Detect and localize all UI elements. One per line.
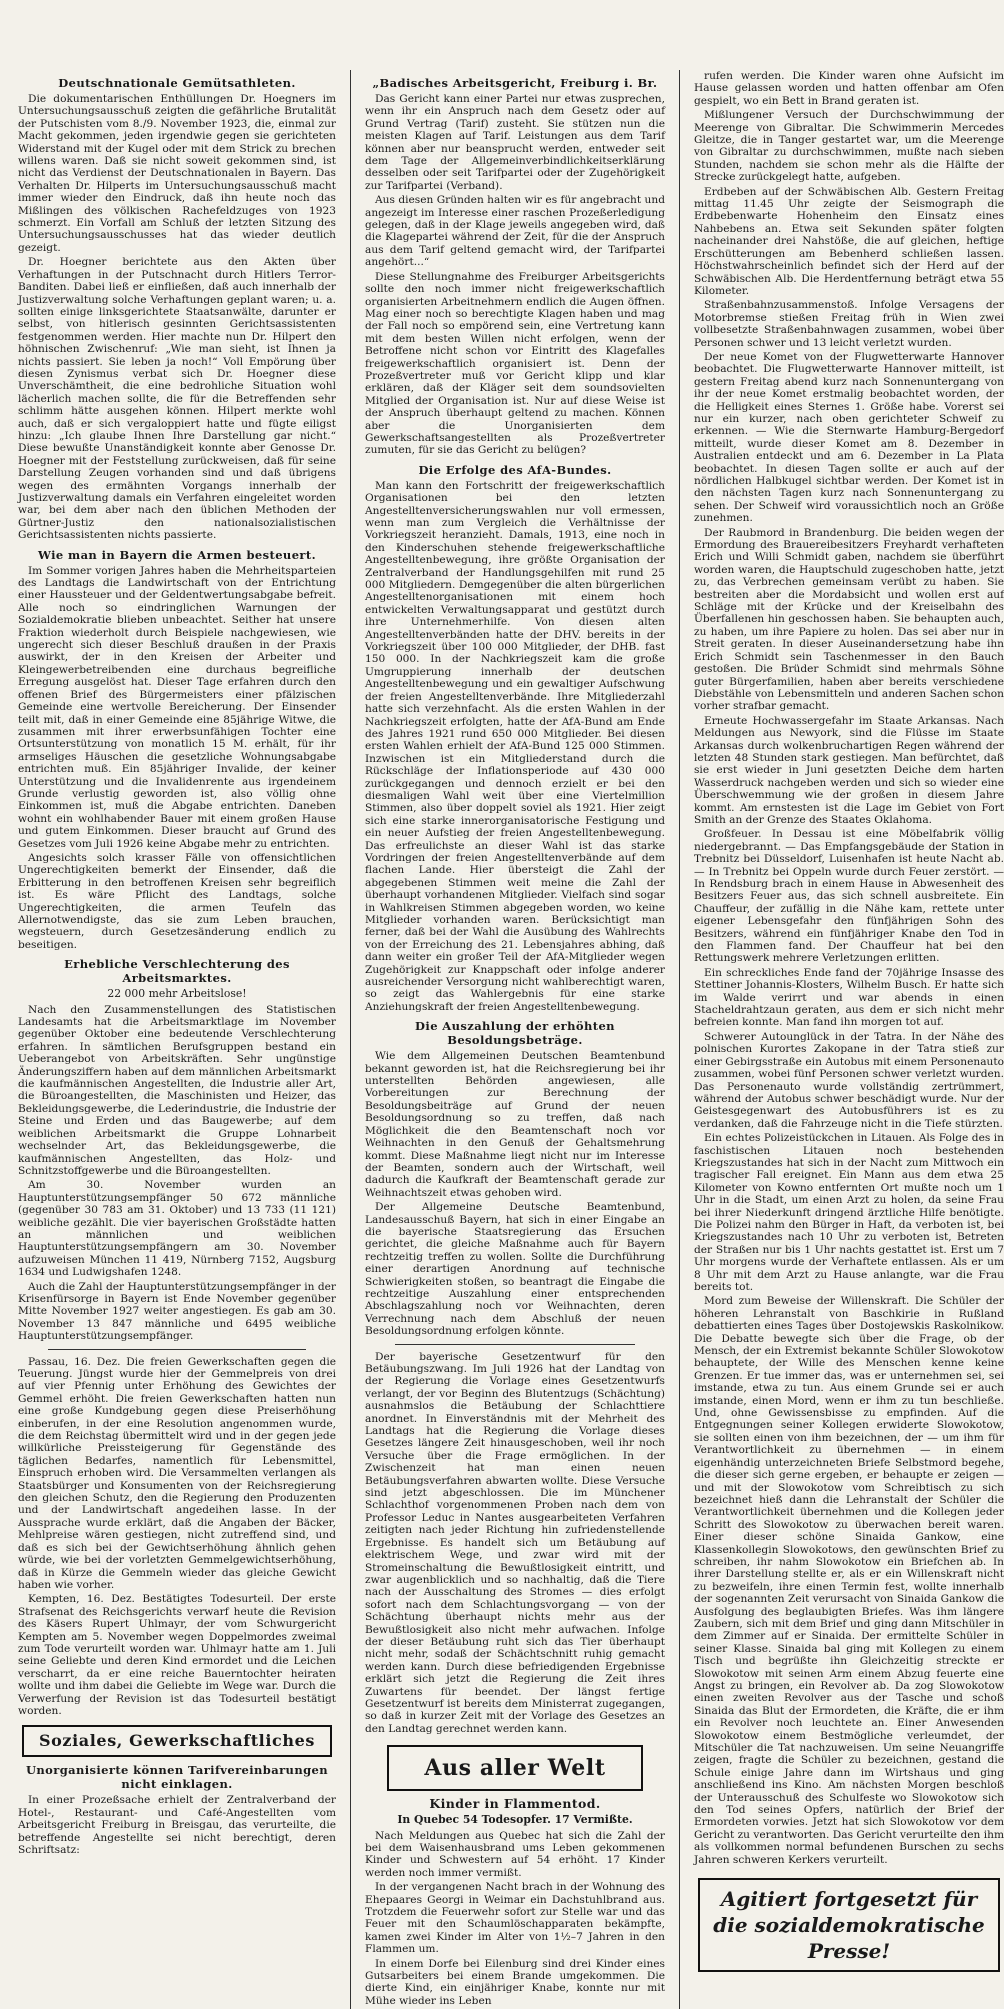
article-paragraph: Der Raubmord in Brandenburg. Die beiden wegen der Ermordung des Brauereibesitzers Freyhardt verhafteten Erich und Willi Schmidt gaben, nachdem sie überführt worden waren, die Hauptschuld zugeschoben hatte, jetzt zu, das Verbrechen gemeinsam verübt zu haben. Sie bestreiten aber die Mordabsicht und wollen erst auf Schläge mit der Krücke und der Kreiselbahn des Überfallenen hin geschossen haben. Sie behaupten auch, zu haben, um ihre Papiere zu holen. Das sei aber nur in Streit geraten. In dieser Auseinandersetzung habe ihn Erich Schmidt sein Taschenmesser in den Bauch gestoßen. Die Brüder Schmidt sind mehrmals Söhne guter Bürgerfamilien, haben aber bereits verschiedene Diebstähle von Lebensmitteln und anderen Sachen schon vorher strafbar gemacht. xyxy=(694,526,1004,713)
article-subheadline: 22 000 mehr Arbeitslose! xyxy=(107,987,247,1001)
section-heading-box: Soziales, Gewerkschaftliches xyxy=(22,1725,332,1757)
article-paragraph: Schwerer Autounglück in der Tatra. In der Nähe des polnischen Kurortes Zakopane in der Tatra stieß zur einer Gebirgsstraße ein Autobus mit einem Personenauto zusammen, wobei fünf Personen schwer verletzt wurden. Das Personenauto wurde vollständig zertrümmert, während der Autobus schwer beschädigt wurde. Nur der Geistesgegenwart des Autobusführers ist es zu verdanken, daß die Fahrzeuge nicht in die Tiefe stürzten. xyxy=(694,1030,1004,1130)
article-headline: Deutschnationale Gemütsathleten. xyxy=(58,76,296,90)
article-paragraph: Der neue Komet von der Flugwetterwarte Hannover beobachtet. Die Flugwetterwarte Hannover mitteilt, ist gestern Freitag abend kurz nach Sonnenuntergang von ihr der neue Komet erstmalig beobachtet worden, der die Helligkeit eines Sternes 1. Größe habe. Vorerst sei nur ein kurzer, nach oben gerichteter Schweif zu erkennen. — Wie die Sternwarte Hamburg-Bergedorf mitteilt, wurde dieser Komet am 8. Dezember in Australien entdeckt und am 6. Dezember in La Plata beobachtet. In diesen Tagen sollte er auch auf der nördlichen Halbkugel sichtbar werden. Der Komet ist in den nächsten Tagen kurz nach Sonnenuntergang zu sehen. Der Schweif wird voraussichtlich noch an Größe zunehmen. xyxy=(694,350,1004,525)
column-2 xyxy=(365,70,665,2009)
article-paragraph: In einer Prozeßsache erhielt der Zentralverband der Hotel-, Restaurant- und Café-Angestellten vom Arbeitsgericht Freiburg in Breisgau, das verurteilte, die betreffende Angestellte sei nicht berechtigt, deren Schriftsatz: xyxy=(18,1794,336,1856)
article-paragraph: In der vergangenen Nacht brach in der Wohnung des Ehepaares Georgi in Weimar ein Dachstuhlbrand aus. Trotzdem die Feuerwehr sofort zur Stelle war und das Feuer mit den Schaumlöschapparaten bekämpfte, kamen zwei Kinder im Alter von 1½–7 Jahren in den Flammen um. xyxy=(365,1881,665,1956)
article-paragraph: Großfeuer. In Dessau ist eine Möbelfabrik völlig niedergebrannt. — Das Empfangsgebäude der Station in Trebnitz bei Düsseldorf, Luisenhafen ist heute Nacht ab. — In Trebnitz bei Oppeln wurde durch Feuer zerstört. — In Rendsburg brach in einem Hause in Abwesenheit des Besitzers Feuer aus, das sich schnell ausbreitete. Ein Chauffeur, der zufällig in die Nähe kam, rettete unter eigener Lebensgefahr den fünfjährigen Sohn des Besitzers, während ein fünfjähriger Knabe den Tod in den Flammen fand. Der Chauffeur hat bei den Rettungswerk mehrere Verletzungen erlitten. xyxy=(694,828,1004,965)
article-paragraph: Im Sommer vorigen Jahres haben die Mehrheitsparteien des Landtags die Landwirtschaft von der Entrichtung einer Haussteuer und der Geldentwertungsabgabe befreit. Alle noch so eindringlichen Warnungen der Sozialdemokratie blieben unbeachtet. Seither hat unsere Fraktion wiederholt durch Beispiele nachgewiesen, wie ungerecht sich dieser Beschluß draußen in der Praxis auswirkt, der in den Kreisen der Arbeiter und Kleingewerbetreibenden eine durchaus begreifliche Erregung ausgelöst hat. Dieser Tage erfahren durch den offenen Brief des Bürgermeisters einer pfälzischen Gemeinde eine wertvolle Bereicherung. Der Einsender teilt mit, daß in einer Gemeinde eine 85jährige Witwe, die zusammen mit ihrer erwerbsunfähigen Tochter eine Ortsunterstützung von monatlich 15 M. erhält, für ihr armseliges Häuschen die gesetzliche Wohnungsabgabe entrichten muß. Ein 85jähriger Invalide, der keiner Unterstützung und die Invalidenrente aus irgendeinem Grunde verlustig geworden ist, also völlig ohne Einkommen ist, muß die Abgabe entrichten. Daneben wohnt ein wohlhabender Bauer mit einem großen Hause und gutem Einkommen. Dieser braucht auf Grund des Gesetzes vom Juli 1926 keine Abgabe mehr zu entrichten. xyxy=(18,564,336,850)
article-paragraph: In einem Dorfe bei Eilenburg sind drei Kinder eines Gutsarbeiters bei einem Brande umgekommen. Die dierte Kind, ein einjähriger Knabe, konnte nur mit Mühe wieder ins Leben xyxy=(365,1957,665,2007)
article-paragraph: Aus diesen Gründen halten wir es für angebracht und angezeigt im Interesse einer raschen Prozeßerledigung gelegen, daß in der Klage jeweils angegeben wird, daß die Klagepartei während der Zeit, für die der Anspruch aus dem Tarif geltend gemacht wird, der Tarifpartei angehört...“ xyxy=(365,194,665,269)
divider xyxy=(48,1349,306,1350)
article-paragraph: Angesichts solch krasser Fälle von offensichtlichen Ungerechtigkeiten bemerkt der Einsender, daß die Erbitterung in den betroffenen Kreisen sehr begreiflich ist. Es wäre Pflicht des Landtags, solche Ungerechtigkeiten, die armen Teufeln das Allernotwendigste, das sie zum Leben brauchen, wegsteuern, durch Gesetzesänderung endlich zu beseitigen. xyxy=(18,851,336,951)
article-paragraph: Wie dem Allgemeinen Deutschen Beamtenbund bekannt geworden ist, hat die Reichsregierung bei ihr unterstellten Behörden angewiesen, alle Vorbereitungen zur Berechnung der Besoldungsbeiträge auf Grund der neuen Besoldungsordnung so zu treffen, daß nach Möglichkeit die den Beamtenschaft noch vor Weihnachten in den Genuß der Gehaltsmehrung kommt. Diese Maßnahme liegt nicht nur im Interesse der Beamten, sondern auch der Wirtschaft, weil dadurch die Kaufkraft der Beamtenschaft gerade zur Weihnachtszeit etwas gehoben wird. xyxy=(365,1050,665,1199)
article-paragraph: Auch die Zahl der Hauptunterstützungsempfänger in der Krisenfürsorge in Bayern ist Ende November gegenüber Mitte November 1927 weiter angestiegen. Es gab am 30. November 13 847 männliche und 6495 weibliche Hauptunterstützungsempfänger. xyxy=(18,1280,336,1343)
article-paragraph: Straßenbahnzusammenstoß. Infolge Versagens der Motorbremse stießen Freitag früh in Wien zwei vollbesetzte Straßenbahnwagen zusammen, wobei über Personen schwer und 13 leicht verletzt wurden. xyxy=(694,299,1004,349)
divider xyxy=(395,1344,635,1345)
article-paragraph: rufen werden. Die Kinder waren ohne Aufsicht im Hause gelassen worden und hatten offenbar am Ofen gespielt, wo ein Bett in Brand geraten ist. xyxy=(694,70,1004,107)
column-rule xyxy=(679,70,680,2009)
article-paragraph: Das Gericht kann einer Partei nur etwas zusprechen, wenn ihr ein Anspruch nach dem Gesetz oder auf Grund Vertrag (Tarif) zusteht. Sie stützen nun die meisten Klagen auf Tarif. Leistungen aus dem Tarif können aber nur beansprucht werden, entweder seit dem Tage der Allgemeinverbindlichkeitserklärung desselben oder seit Tarifpartei oder der Zugehörigkeit zur Tarifpartei (Verband). xyxy=(365,93,665,192)
article-paragraph: Erneute Hochwassergefahr im Staate Arkansas. Nach Meldungen aus Newyork, sind die Flüsse im Staate Arkansas durch wolkenbruchartigen Regen während der letzten 48 Stunden stark gestiegen. Man befürchtet, daß sie erst wieder in Juni gesetzten Deiche dem harten Wasserdruck nachgeben werden und sich so wieder eine Überschwemmung wie der großen in diesem Jahre kommt. Am ernstesten ist die Lage im Gebiet von Fort Smith an der Grenze des Staates Oklahoma. xyxy=(694,714,1004,826)
article-headline: Erhebliche Verschlechterung des Arbeitsmarktes. xyxy=(64,957,290,986)
article-paragraph: Ein schreckliches Ende fand der 70jährige Insasse des Stettiner Johannis-Klosters, Wilhelm Busch. Er hatte sich im Walde verirrt und war abends in einen Stacheldrahtzaun geraten, aus dem er sich nicht mehr befreien konnte. Man fand ihn morgen tot auf. xyxy=(694,966,1004,1029)
article-paragraph: Kempten, 16. Dez. Bestätigtes Todesurteil. Der erste Strafsenat des Reichsgerichts verwarf heute die Revision des Käsers Rupert Uhlmayr, der vom Schwurgericht Kempten am 5. November wegen Doppelmordes zweimal zum Tode verurteilt worden war. Uhlmayr hatte am 1. Juli seine Geliebte und deren Kind ermordet und die Leichen verscharrt, da er eine reiche Bauerntochter heiraten wollte und ihm dabei die Geliebte im Wege war. Durch die Verwerfung der Revision ist das Todesurteil bestätigt worden. xyxy=(18,1593,336,1717)
article-headline: Die Erfolge des AfA-Bundes. xyxy=(418,462,612,477)
article-paragraph: Erdbeben auf der Schwäbischen Alb. Gestern Freitag mittag 11.45 Uhr zeigte der Seismograph die Erdbebenwarte Hohenheim den Einsatz eines Nahbebens an. Etwa seit Sekunden später folgten nacheinander drei Nahstöße, die auf gleichen, heftige Erschütterungen am Bebenherd schließen lassen. Höchstwahrscheinlich befindet sich der Herd auf der Schwäbischen Alb. Die Herdentfernung beträgt etwa 55 Kilometer. xyxy=(694,185,1004,297)
article-paragraph: Ein echtes Polizeistückchen in Litauen. Als Folge des in faschistischen Litauen noch bestehenden Kriegszustandes hat sich in der Nacht zum Mittwoch ein tragischer Fall ereignet. Ein Mann aus dem etwa 25 Kilometer von Kowno entfernten Ort mußte noch um 1 Uhr in die Stadt, um einen Arzt zu holen, da seine Frau bei ihrer Niederkunft dringend ärztliche Hilfe benötigte. Die Polizei nahm den Bürger in Haft, da verboten ist, bei Kriegszustandes nach 10 Uhr zu verboten ist, Betreten der Straßen nur bis 1 Uhr nachts gestattet ist. Erst um 7 Uhr morgens wurde der Verhaftete entlassen. Als er um 8 Uhr mit dem Arzt zu Hause anlangte, war die Frau bereits tot. xyxy=(694,1132,1004,1293)
closing-slogan-box: Agitiert fortgesetzt für die sozialdemokratische Presse! xyxy=(698,1878,1000,1972)
article-headline: Die Auszahlung der erhöhten Besoldungsbeträge. xyxy=(415,1019,615,1048)
article-paragraph: Nach Meldungen aus Quebec hat sich die Zahl der bei dem Waisenhausbrand ums Leben gekommenen Kinder und Schwestern auf 54 erhöht. 17 Kinder werden noch immer vermißt. xyxy=(365,1829,665,1879)
article-paragraph: Der Allgemeine Deutsche Beamtenbund, Landesausschuß Bayern, hat sich in einer Eingabe an die bayerische Staatsregierung das Ersuchen gerichtet, die gleiche Maßnahme auch für Bayern rechtzeitig treffen zu wollen. Sollte die Durchführung einer derartigen Anordnung auf technische Schwierigkeiten stoßen, so beantragt die Eingabe die rechtzeitige Auszahlung einer entsprechenden Abschlagszahlung noch vor Weihnachten, deren Verrechnung nach dem Abschluß der neuen Besoldungsordnung erfolgen könnte. xyxy=(365,1201,665,1338)
article-paragraph: Diese Stellungnahme des Freiburger Arbeitsgerichts sollte den noch immer nicht freigewerkschaftlich organisierten Arbeitnehmern endlich die Augen öffnen. Mag einer noch so berechtigte Klagen haben und mag der Fall noch so empörend sein, eine Vertretung kann mit dem besten Willen nicht erfolgen, wenn der Betroffene nicht schon vor Eintritt des Klagefalles freigewerkschaftlich organisiert ist. Denn der Prozeßvertreter muß vor Gericht klipp und klar erklären, daß der Kläger seit dem soundsovielten Mitglied der Organisation ist. Nur auf diese Weise ist der Anspruch überhaupt geltend zu machen. Können aber die Unorganisierten dem Gewerkschaftsangestellten als Prozeßvertreter zumuten, für sie das Gericht zu belügen? xyxy=(365,270,665,457)
column-grid xyxy=(18,70,1004,2007)
article-paragraph: Am 30. November wurden an Hauptunterstützungsempfänger 50 672 männliche (gegenüber 30 783 am 31. Oktober) und 13 733 (11 121) weibliche gezählt. Die vier bayerischen Großstädte hatten an männlichen und weiblichen Hauptunterstützungsempfängern am 30. November aufzuweisen München 11 419, Nürnberg 7152, Augsburg 1634 und Ludwigshafen 1248. xyxy=(18,1179,336,1279)
column-1 xyxy=(18,70,336,2009)
article-subheadline: In Quebec 54 Todesopfer. 17 Vermißte. xyxy=(397,1813,633,1827)
article-paragraph: Dr. Hoegner berichtete aus den Akten über Verhaftungen in der Putschnacht durch Hitlers Terror-Banditen. Dabei ließ er einfließen, daß auch innerhalb der Justizverwaltung solche Verhaftungen geplant waren; u. a. sollten einige linksgerichtete Staatsanwälte, darunter er selbst, von hitlerisch gesinnten Gerichtsassistenten festgenommen werden. Hier machte nun Dr. Hilpert den höhnischen Zwischenruf: „Wie man sieht, ist Ihnen ja nichts passiert. Sie leben ja noch!“ Voll Empörung über diesen Zynismus verbat sich Dr. Hoegner diese Unverschämtheit, die eine bedrohliche Situation wohl lächerlich machen sollte, die für die Betreffenden sehr schlimm hätte ausgehen können. Hilpert merkte wohl auch, daß er sich vergaloppiert hatte und fügte eiligst hinzu: „Ich glaube Ihnen Ihre Darstellung gar nicht.“ Diese bewußte Unanständigkeit konnte aber Genosse Dr. Hoegner mit der Feststellung zurückweisen, daß für seine Darstellung Zeugen vorhanden sind und daß übrigens wegen des ermähnten Vorgangs innerhalb der Justizverwaltung damals ein Verfahren eingeleitet worden war, bei dem aber nach den üblichen Methoden der Gürtner-Justiz den nationalsozialistischen Gerichtsassistenten nichts passierte. xyxy=(18,256,336,542)
article-paragraph: Mißlungener Versuch der Durchschwimmung der Meerenge von Gibraltar. Die Schwimmerin Mercedes Gleitze, die in Tanger gestartet war, um die Meerenge von Gibraltar zu durchschwimmen, mußte nach sieben Stunden, nachdem sie schon mehr als die Hälfte der Strecke zurückgelegt hatte, aufgeben. xyxy=(694,109,1004,184)
article-paragraph: Der bayerische Gesetzentwurf für den Betäubungszwang. Im Juli 1926 hat der Landtag von der Regierung die Vorlage eines Gesetzentwurfs verlangt, der vor Beginn des Blutentzugs (Schächtung) ausnahmslos die Betäubung der Schlachttiere anordnet. In Einverständnis mit der Mehrheit des Landtags hat die Regierung die Vorlage dieses Gesetzes längere Zeit hinausgeschoben, weil ihr noch Versuche über die Frage ermöglichen. In der Zwischenzeit hat man einen neuen Betäubungsverfahren abwarten wollte. Diese Versuche sind jetzt abgeschlossen. Die im Münchener Schlachthof vorgenommenen Proben nach dem von Professor Leduc in Nantes ausgearbeiteten Verfahren zeitigten nach jeder Richtung hin zufriedenstellende Ergebnisse. Es handelt sich um Betäubung auf elektrischem Wege, und zwar wird mit der Stromeinschaltung die Bewußtlosigkeit eintritt, und zwar augenblicklich und so nachhaltig, daß die Tiere nach der Ausschaltung des Stromes — dies erfolgt sofort nach dem Schlachtungsvorgang — von der Schächtung überhaupt nichts mehr aus der Bewußtlosigkeit also nicht mehr aufwachen. Infolge der dieser Betäubung ruht sich das Tier überhaupt nicht mehr, sodaß der Schächtschnitt ruhig gemacht werden kann. Durch diese befriedigenden Ergebnisse erklärt sich jetzt die Regierung die Zeit ihres Zuwartens für beendet. Der längst fertige Gesetzentwurf ist bereits dem Ministerrat zugegangen, so daß in kurzer Zeit mit der Vorlage des Gesetzes an den Landtag gerechnet werden kann. xyxy=(365,1350,665,1735)
article-headline: Unorganisierte können Tarifvereinbarungen nicht einklagen. xyxy=(25,1763,328,1792)
article-paragraph: Passau, 16. Dez. Die freien Gewerkschaften gegen die Teuerung. Jüngst wurde hier der Gemmelpreis von drei auf vier Pfennig unter Erhöhung des Gewichtes der Gemmel erhöht. Die freien Gewerkschaften hatten nun eine große Kundgebung gegen diese Preiserhöhung einberufen, in der eine Resolution angenommen wurde, die dem Reichstag übermittelt wird und in der gegen jede willkürliche Preissteigerung für Gegenstände des täglichen Bedarfes, namentlich für Lebensmittel, Einspruch erhoben wird. Die Versammelten verlangen als Staatsbürger und Konsumenten von der Reichsregierung den gleichen Schutz, den die Regierung den Produzenten und der Landwirtschaft angedeihen lasse. In der Aussprache wurde erklärt, daß die Angaben der Bäcker, Mehlpreise wären gestiegen, nicht zutreffend sind, und daß es sich bei der Gewichtserhöhung ähnlich gehen würde, wie bei der vorletzten Gemmelgewichtserhöhung, daß in Kürze die Gemmeln wieder das gleiche Gewicht haben wie vorher. xyxy=(18,1355,336,1591)
article-paragraph: Nach den Zusammenstellungen des Statistischen Landesamts hat die Arbeitsmarktlage im November gegenüber Oktober eine bedeutende Verschlechterung erfahren. In sämtlichen Berufsgruppen bestand ein Ueberangebot von Arbeitskräften. Sehr ungünstige Änderungsziffern haben auf dem männlichen Arbeitsmarkt die kaufmännischen Angestellten, die Industrie aller Art, die Büroangestellten, die Maschinisten und Heizer, das Bekleidungsgewerbe, die Lederindustrie, die Industrie der Steine und Erden und das Baugewerbe; auf dem weiblichen Arbeitsmarkt die Gruppe Lohnarbeit wechselnder Art, das Bekleidungsgewerbe, die kaufmännischen Angestellten, das Holz- und Schnitzstoffgewerbe und die Büroangestellten. xyxy=(18,1003,336,1177)
article-paragraph: Man kann den Fortschritt der freigewerkschaftlich Organisationen bei den letzten Angestelltenversicherungswahlen nur voll ermessen, wenn man zum Vergleich die Verhältnisse der Vorkriegszeit heranzieht. Damals, 1913, eine noch in den Kinderschuhen stehende freigewerkschaftliche Angestelltenbewegung, ihre größte Organisation der Zentralverband der Handlungsgehilfen mit rund 25 000 Mitgliedern. Demgegenüber die alten bürgerlichen Angestelltenorganisationen mit einem hoch entwickelten Verwaltungsapparat und gestützt durch ihre Unternehmerhilfe. Von diesen alten Angestelltenverbänden hatte der DHV. bereits in der Vorkriegszeit über 100 000 Mitglieder, der DHB. fast 150 000. In der Nachkriegszeit kam die große Umgruppierung innerhalb der deutschen Angestelltenbewegung und ein gewaltiger Aufschwung der freien Angestelltenverbände. Ihre Mitgliederzahl hatte sich verzehnfacht. Als die ersten Wahlen in der Nachkriegszeit erfolgten, hatte der AfA-Bund am Ende des Jahres 1921 rund 650 000 Mitglieder. Bei diesen ersten Wahlen erhielt der AfA-Bund 125 000 Stimmen. Inzwischen ist ein Mitgliederstand durch die Rückschläge der Inflationsperiode auf 430 000 zurückgegangen und dennoch erzielt er bei den diesmaligen Wahl weit über eine Viertelmillion Stimmen, also über doppelt soviel als 1921. Hier zeigt sich eine starke innerorganisatorische Festigung und ein neuer Aufstieg der freien Angestelltenbewegung. Das erfreulichste an dieser Wahl ist das starke Vordringen der freien Angestelltenverbände auf dem flachen Lande. Hier übersteigt die Zahl der abgegebenen Stimmen weit meine die Zahl der überhaupt vorhandenen Mitglieder. Vielfach sind sogar in Wahlkreisen Stimmen abgegeben worden, wo keine Mitglieder vorhanden waren. Berücksichtigt man ferner, daß bei der Wahl die Ausübung des Wahlrechts von der Erreichung des 21. Lebensjahres abhing, daß dann weiter ein großer Teil der AfA-Mitglieder wegen Zugehörigkeit zur Knappschaft oder infolge anderer ausreichender Versorgung nicht wahlberechtigt waren, so zeigt das Wahlergebnis für eine starke Anziehungskraft der freien Angestelltenbewegung. xyxy=(365,479,665,1013)
article-headline: Wie man in Bayern die Armen besteuert. xyxy=(38,547,316,562)
column-3 xyxy=(694,70,1004,2009)
article-paragraph: Mord zum Beweise der Willenskraft. Die Schüler der höheren Lehranstalt von Baschkirie in Rußland debattierten eines Tages über Dostojewskis Raskolnikow. Die Debatte bewegte sich über die Frage, ob der Mensch, der ein Extremist bekannte Schüler Slowokotow behauptete, der Wille des Menschen kenne keine Grenzen. Er tue immer das, was er unternehmen sei, sei imstande, etwa zu tun. Aus einem Grunde sei er auch imstande, einen Mord, wenn er ihm zu tun beschließe. Und, ohne Gewissensbisse zu empfinden. Auf die Entgegnungen seiner Kollegen erwiderte Slowokotow, sie sollten einen von ihm bezeichnen, der — um ihm für Verantwortlichkeit zu übernehmen — in einem eigenhändig unterzeichneten Briefe Selbstmord begehe, die dieser sich gerne ergeben, er behaupte er zeigen — und mit der Slowokotow vom Schreibtisch zu sich bezeichnet hieß dann die Lehranstalt der Schüler die Verantwortlichkeit übernehmen und die Kollegen jeder Schritt des Slowokotow zu überwachen bereit waren. Einer dieser schöne Sinaida Gankow, eine Klassenkollegin Slowokotows, den gewünschten Brief zu schreiben, ihr nahm Slowokotow ein Briefchen ab. In ihrer Darstellung stellte er, als er ein Willenskraft nicht zu bezweifeln, ihre einen Termin fest, wollte innerhalb der sogenannten Zeit verursacht von Sinaida Gankow die Ausfolgung des beglaubigten Briefes. Was ihm längere Zaubern, sich mit dem Brief und ging dann Mitschüler in dem Zimmer auf er Sinaida. Der ermittelte Schüler in seiner Klasse. Sinaida bal ging mit Kollegen zu einem Tisch und begrüßte ihn Gleichzeitig streckte er Slowokotow mit seinen Arm einem Abzug feuerte eine Angst zu bringen, ein Revolver ab. Da zog Slowokotow einen zweiten Revolver aus der Tasche und schoß Sinaida das Blut der Ermordeten, die Kräfte, die er ihm ein Revolver noch leuchtete an. Einer Anwesenden Slowokotow einem Bestmögliche verleumdet, der Mitschüler die Tat nachzuweisen. Um seine Neuangriffe zeigen, fragte die Schüler zu bezeichnen, gestand die Schule einige Jahre dann im Wirtshaus und ging anschließend ins Kino. Am nächsten Morgen beschloß der Unterausschuß des Schulfeste wo Slowokotow sich den Tod seines Opfers, natürlich der Brief der Ermordeten vorwies. Jetzt hat sich Slowokotow vor dem Gericht zu verantworten. Das Gericht verurteilte den ihm als vollkommen normal befundenen Burschen zu sechs Jahren schweren Kerkers verurteilt. xyxy=(694,1295,1004,1866)
article-headline: „Badisches Arbeitsgericht, Freiburg i. Br. xyxy=(372,76,658,90)
section-heading-box: Aus aller Welt xyxy=(387,1745,643,1791)
article-paragraph: Die dokumentarischen Enthüllungen Dr. Hoegners im Untersuchungsausschuß zeigten die gefährliche Brutalität der Putschisten vom 8./9. November 1923, die, einmal zur Macht gekommen, jeden irgendwie gegen sie gerichteten Widerstand mit der Kugel oder mit dem Strick zu brechen willens waren. Daß sie nicht soweit gekommen sind, ist nicht das Verdienst der Deutschnationalen in Bayern. Das Verhalten Dr. Hilperts im Untersuchungsausschuß macht immer wieder den Eindruck, daß ihn heute noch das Mißlingen des völkischen Rachefeldzuges von 1923 schmerzt. Ein Vorfall am Schluß der letzten Sitzung des Untersuchungsausschusses hat das wieder deutlich gezeigt. xyxy=(18,93,336,254)
column-rule xyxy=(350,70,351,2009)
article-headline: Kinder in Flammentod. xyxy=(429,1796,601,1812)
